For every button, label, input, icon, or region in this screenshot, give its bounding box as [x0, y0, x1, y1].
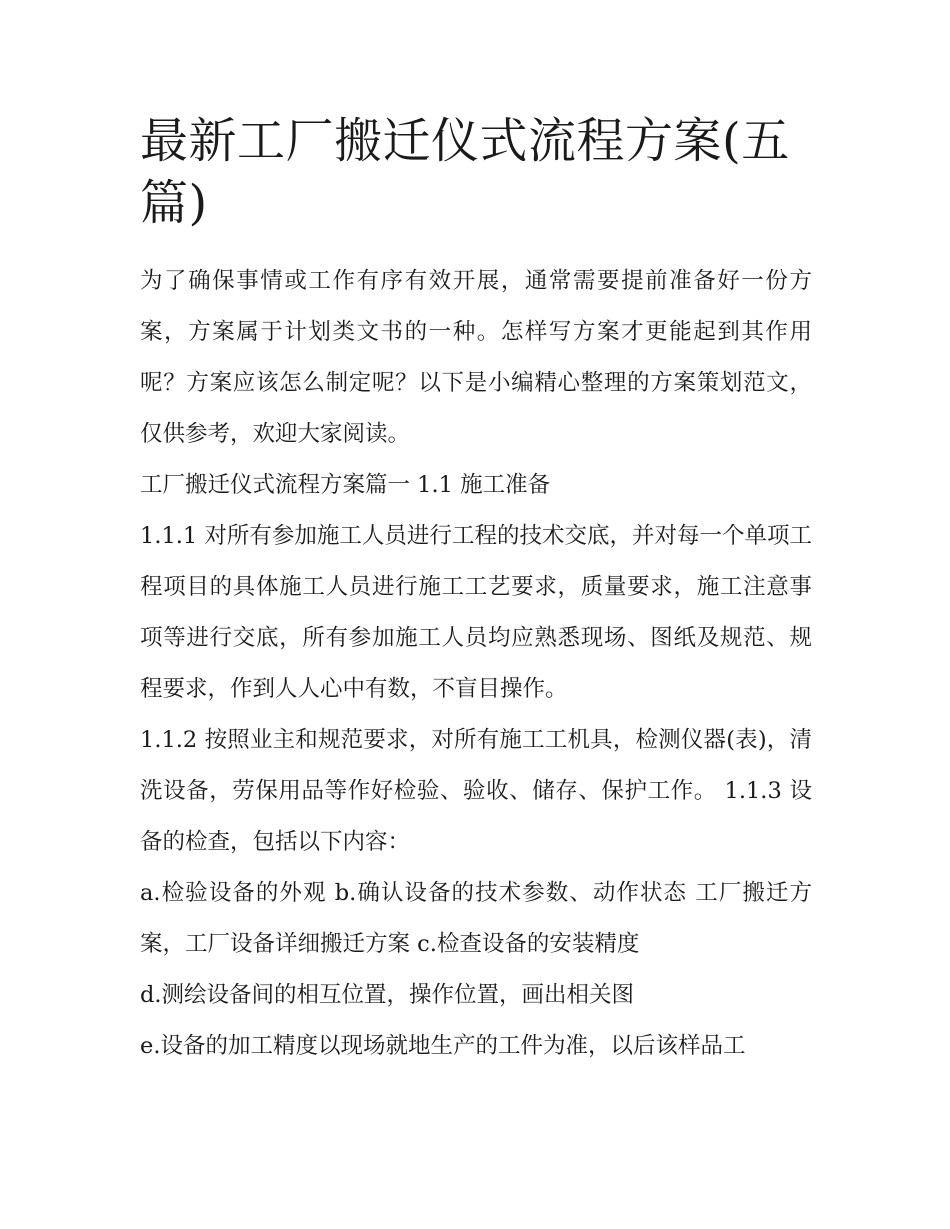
paragraph-1-1-1: 1.1.1 对所有参加施工人员进行工程的技术交底，并对每一个单项工程项目的具体施工人员进行施工工艺要求，质量要求，施工注意事项等进行交底，所有参加施工人员均应熟悉现场、图纸及规范、规程要求，作到人人心中有数，不盲目操作。: [140, 523, 812, 702]
document-title: 最新工厂搬迁仪式流程方案(五篇): [140, 113, 790, 231]
paragraph-item-e: e.设备的加工精度以现场就地生产的工件为准，以后该样品工: [140, 1033, 746, 1059]
paragraph-1-1-2: 1.1.2 按照业主和规范要求，对所有施工工机具，检测仪器(表)，清洗设备，劳保用品等作好检验、验收、储存、保护工作。 1.1.3 设备的检查，包括以下内容：: [140, 727, 812, 855]
paragraph-section-heading: 工厂搬迁仪式流程方案篇一 1.1 施工准备: [140, 472, 551, 498]
paragraph-intro: 为了确保事情或工作有序有效开展，通常需要提前准备好一份方案，方案属于计划类文书的一种。怎样写方案才更能起到其作用呢？方案应该怎么制定呢？以下是小编精心整理的方案策划范文，仅供参考，欢迎大家阅读。: [140, 268, 812, 447]
paragraph-item-a-b-c: a.检验设备的外观 b.确认设备的技术参数、动作状态 工厂搬迁方案，工厂设备详细搬迁方案 c.检查设备的安装精度: [140, 880, 812, 957]
document-body: [140, 110, 812, 1072]
paragraph-item-d: d.测绘设备间的相互位置，操作位置，画出相关图: [140, 982, 635, 1008]
